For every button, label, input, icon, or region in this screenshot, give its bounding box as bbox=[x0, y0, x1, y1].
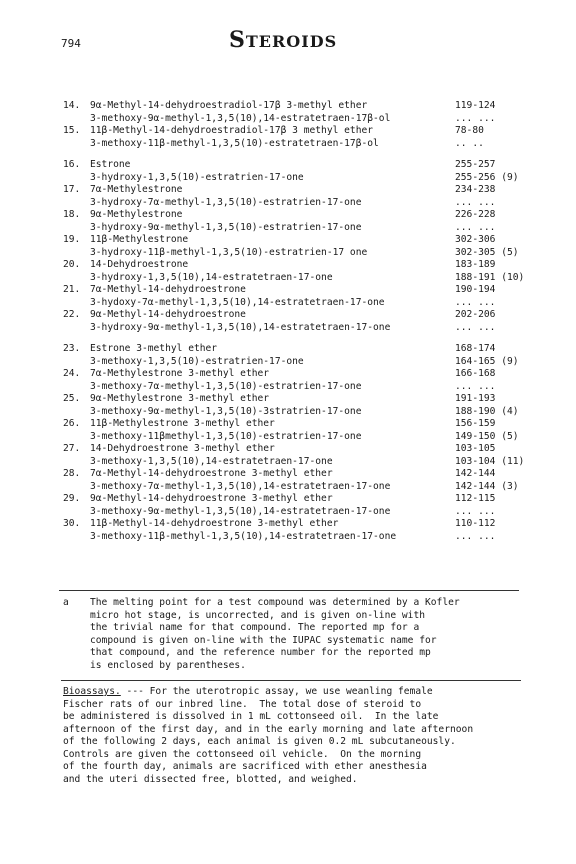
compound-name: 9α-Methyl-14-dehydroestrone bbox=[90, 309, 246, 320]
table-row bbox=[63, 272, 533, 285]
melting-point: .. .. bbox=[455, 137, 484, 149]
table-row bbox=[63, 456, 533, 469]
paragraph-text: of the fourth day, animals are sacrificed with ether anesthesia bbox=[63, 761, 427, 772]
melting-point: 188-191 (10) bbox=[455, 271, 525, 283]
melting-point: ... ... bbox=[455, 296, 496, 308]
melting-point: 226-228 bbox=[455, 209, 496, 220]
compound-name: 11β-Methylestrone bbox=[90, 234, 189, 245]
compound-name: 11β-Methyl-14-dehydroestradiol-17β 3 methyl ether bbox=[90, 125, 374, 136]
compound-name: 7α-Methyl-14-dehydroestrone 3-methyl ether bbox=[90, 468, 333, 479]
compound-number: 26. bbox=[63, 418, 81, 429]
melting-point: 119-124 bbox=[455, 100, 496, 111]
table-row bbox=[63, 431, 533, 444]
table-row bbox=[63, 138, 533, 151]
footnote-text: The melting point for a test compound was determined by a Kofler micro hot stage, is uncorrected, and is given on-line with the trivial name for that compound. The reported mp for a compound is given on-line with the IUPAC systematic name for that compound, and the reference number for the reported mp is enclosed by parentheses. bbox=[90, 597, 460, 671]
compound-number: 16. bbox=[63, 159, 81, 170]
melting-point: ... ... bbox=[455, 221, 496, 233]
table-row bbox=[63, 247, 533, 260]
compound-number: 29. bbox=[63, 493, 81, 504]
compound-name: 3-hydroxy-7α-methyl-1,3,5(10)-estratrien-17-one bbox=[90, 196, 362, 208]
melting-point: 156-159 bbox=[455, 418, 496, 429]
melting-point: 190-194 bbox=[455, 284, 496, 295]
compound-number: 23. bbox=[63, 343, 81, 354]
table-row bbox=[63, 172, 533, 185]
compound-name: 3-hydroxy-11β-methyl-1,3,5(10)-estratrien-17 one bbox=[90, 246, 368, 258]
compound-name: Estrone 3-methyl ether bbox=[90, 343, 218, 354]
group-spacer bbox=[63, 334, 533, 343]
compound-number: 28. bbox=[63, 468, 81, 479]
melting-point: ... ... bbox=[455, 505, 496, 517]
melting-point: ... ... bbox=[455, 321, 496, 333]
melting-point: 103-104 (11) bbox=[455, 455, 525, 467]
table-row bbox=[63, 343, 533, 356]
paragraph-line bbox=[63, 724, 533, 737]
bioassays-section bbox=[63, 686, 533, 786]
compound-name: 3-methoxy-11βmethyl-1,3,5(10)-estratrien-17-one bbox=[90, 430, 362, 442]
section-heading: Bioassays. bbox=[63, 686, 121, 697]
table-row bbox=[63, 259, 533, 272]
compound-number: 24. bbox=[63, 368, 81, 379]
compound-name: 9α-Methyl-14-dehydroestradiol-17β 3-methyl ether bbox=[90, 100, 368, 111]
compound-name: 3-methoxy-7α-methyl-1,3,5(10)-estratrien-17-one bbox=[90, 380, 362, 392]
section-divider bbox=[61, 680, 521, 681]
compound-number: 27. bbox=[63, 443, 81, 454]
melting-point: ... ... bbox=[455, 380, 496, 392]
melting-point: 255-257 bbox=[455, 159, 496, 170]
compound-name: 3-methoxy-1,3,5(10),14-estratetraen-17-one bbox=[90, 455, 333, 467]
compound-name: 3-methoxy-1,3,5(10)-estratrien-17-one bbox=[90, 355, 304, 367]
table-row bbox=[63, 297, 533, 310]
compound-table bbox=[63, 100, 533, 543]
compound-number: 21. bbox=[63, 284, 81, 295]
table-row bbox=[63, 468, 533, 481]
table-row bbox=[63, 125, 533, 138]
table-row bbox=[63, 493, 533, 506]
compound-name: 9α-Methyl-14-dehydroestrone 3-methyl ether bbox=[90, 493, 333, 504]
compound-name: 3-methoxy-9α-methyl-1,3,5(10),14-estratetraen-17-one bbox=[90, 505, 391, 517]
compound-name: 3-methoxy-11β-methyl-1,3,5(10)-estratetraen-17β-ol bbox=[90, 137, 379, 149]
compound-name: 7α-Methyl-14-dehydroestrone bbox=[90, 284, 246, 295]
compound-number: 17. bbox=[63, 184, 81, 195]
melting-point: 164-165 (9) bbox=[455, 355, 519, 367]
table-row bbox=[63, 418, 533, 431]
table-row bbox=[63, 322, 533, 335]
melting-point: ... ... bbox=[455, 112, 496, 124]
paragraph-line bbox=[63, 711, 533, 724]
journal-title bbox=[229, 27, 338, 53]
paragraph-line bbox=[63, 749, 533, 762]
compound-number: 15. bbox=[63, 125, 81, 136]
table-row bbox=[63, 356, 533, 369]
table-row bbox=[63, 393, 533, 406]
compound-name: 3-hydroxy-9α-methyl-1,3,5(10),14-estratetraen-17-one bbox=[90, 321, 391, 333]
paragraph-line bbox=[63, 699, 533, 712]
melting-point: 168-174 bbox=[455, 343, 496, 354]
compound-name: 3-hydroxy-9α-methyl-1,3,5(10)-estratrien-17-one bbox=[90, 221, 362, 233]
table-row bbox=[63, 368, 533, 381]
group-spacer bbox=[63, 150, 533, 159]
compound-name: 3-methoxy-9α-methyl-1,3,5(10)-3stratrien-17-one bbox=[90, 405, 362, 417]
compound-number: 20. bbox=[63, 259, 81, 270]
melting-point: 142-144 (3) bbox=[455, 480, 519, 492]
melting-point: 103-105 bbox=[455, 443, 496, 454]
paragraph-text: of the following 2 days, each animal is given 0.2 mL subcutaneously. bbox=[63, 736, 456, 747]
table-row bbox=[63, 481, 533, 494]
footnote-divider bbox=[59, 590, 519, 591]
table-row bbox=[63, 159, 533, 172]
footnote-letter: a bbox=[63, 597, 69, 608]
table-row bbox=[63, 309, 533, 322]
paragraph-line bbox=[63, 761, 533, 774]
melting-point: 110-112 bbox=[455, 518, 496, 529]
paragraph-text: afternoon of the first day, and in the early morning and late afternoon bbox=[63, 723, 474, 735]
paragraph-line bbox=[63, 686, 533, 699]
table-row bbox=[63, 284, 533, 297]
compound-name: 3-methoxy-7α-methyl-1,3,5(10),14-estratetraen-17-one bbox=[90, 480, 391, 492]
paragraph-line bbox=[63, 774, 533, 787]
page-number: 794 bbox=[61, 37, 81, 50]
compound-number: 18. bbox=[63, 209, 81, 220]
compound-number: 14. bbox=[63, 100, 81, 111]
table-row bbox=[63, 100, 533, 113]
table-row bbox=[63, 197, 533, 210]
compound-name: 7α-Methylestrone 3-methyl ether bbox=[90, 368, 270, 379]
paragraph-line bbox=[63, 736, 533, 749]
compound-name: 3-hydoxy-7α-methyl-1,3,5(10),14-estratetraen-17-one bbox=[90, 296, 385, 308]
journal-title-rest: TEROIDS bbox=[245, 32, 338, 51]
melting-point: 142-144 bbox=[455, 468, 496, 479]
compound-name: 11β-Methyl-14-dehydroestrone 3-methyl ether bbox=[90, 518, 339, 529]
table-row bbox=[63, 209, 533, 222]
melting-point: 188-190 (4) bbox=[455, 405, 519, 417]
melting-point: 302-305 (5) bbox=[455, 246, 519, 258]
melting-point: 78-80 bbox=[455, 125, 484, 136]
compound-name: Estrone bbox=[90, 159, 131, 170]
table-row bbox=[63, 518, 533, 531]
table-row bbox=[63, 222, 533, 235]
table-row bbox=[63, 184, 533, 197]
compound-number: 25. bbox=[63, 393, 81, 404]
compound-name: 3-methoxy-9α-methyl-1,3,5(10),14-estratetraen-17β-ol bbox=[90, 112, 391, 124]
melting-point: 149-150 (5) bbox=[455, 430, 519, 442]
melting-point: 183-189 bbox=[455, 259, 496, 270]
compound-number: 22. bbox=[63, 309, 81, 320]
melting-point: ... ... bbox=[455, 530, 496, 542]
table-row bbox=[63, 506, 533, 519]
table-row bbox=[63, 443, 533, 456]
compound-name: 7α-Methylestrone bbox=[90, 184, 183, 195]
melting-point: 191-193 bbox=[455, 393, 496, 404]
paragraph-text: and the uteri dissected free, blotted, and weighed. bbox=[63, 773, 358, 785]
compound-name: 11β-Methylestrone 3-methyl ether bbox=[90, 418, 275, 429]
melting-point: 255-256 (9) bbox=[455, 171, 519, 183]
melting-point: ... ... bbox=[455, 196, 496, 208]
paragraph-text: Fischer rats of our inbred line. The total dose of steroid to bbox=[63, 698, 422, 710]
table-row bbox=[63, 406, 533, 419]
melting-point: 302-306 bbox=[455, 234, 496, 245]
table-row bbox=[63, 234, 533, 247]
compound-name: 3-hydroxy-1,3,5(10)-estratrien-17-one bbox=[90, 171, 304, 183]
table-row bbox=[63, 381, 533, 394]
compound-name: 3-hydroxy-1,3,5(10),14-estratetraen-17-one bbox=[90, 271, 333, 283]
compound-name: 9α-Methylestrone 3-methyl ether bbox=[90, 393, 270, 404]
melting-point: 234-238 bbox=[455, 184, 496, 195]
compound-number: 19. bbox=[63, 234, 81, 245]
table-row bbox=[63, 113, 533, 126]
compound-name: 3-methoxy-11β-methyl-1,3,5(10),14-estratetraen-17-one bbox=[90, 530, 397, 542]
compound-name: 9α-Methylestrone bbox=[90, 209, 183, 220]
compound-name: 14-Dehydroestrone bbox=[90, 259, 189, 270]
paragraph-text: --- For the uterotropic assay, we use weanling female bbox=[120, 686, 433, 697]
journal-title-initial: S bbox=[229, 27, 246, 53]
melting-point: 112-115 bbox=[455, 493, 496, 504]
compound-name: 14-Dehydroestrone 3-methyl ether bbox=[90, 443, 275, 454]
melting-point: 166-168 bbox=[455, 368, 496, 379]
paragraph-text: Controls are given the cottonseed oil vehicle. On the morning bbox=[63, 748, 422, 760]
compound-number: 30. bbox=[63, 518, 81, 529]
table-row bbox=[63, 531, 533, 544]
paragraph-text: be administered is dissolved in 1 mL cottonseed oil. In the late bbox=[63, 711, 439, 722]
melting-point: 202-206 bbox=[455, 309, 496, 320]
